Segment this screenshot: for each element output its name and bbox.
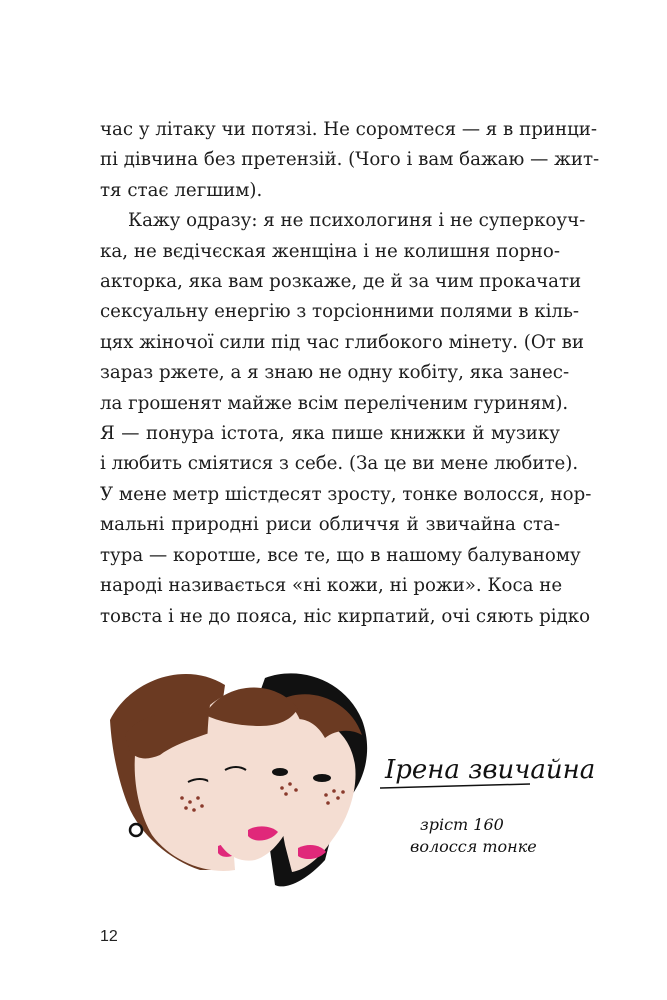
text-line: і любить сміятися з себе. (За це ви мене любите). <box>100 453 579 475</box>
text-line: ка, не вєдічєская женщіна і не колишня порно- <box>100 240 560 262</box>
text-line: У мене метр шістдесят зросту, тонке волосся, нор- <box>100 483 592 505</box>
text-line: сексуальну енергію з торсіонними полями в кіль- <box>100 301 580 323</box>
text-line: тя стає легшим). <box>100 179 263 201</box>
text-line: тура — коротше, все те, що в нашому балуваному <box>100 544 581 566</box>
text-line: цях жіночої сили під час глибокого мінету. (От ви <box>100 331 584 353</box>
text-line: пі дівчина без претензій. (Чого і вам бажаю — жит- <box>100 149 600 171</box>
page-number: 12 <box>100 928 118 945</box>
paragraph-1 <box>100 115 600 206</box>
body-text <box>100 115 600 632</box>
text-line: мальні природні риси обличчя й звичайна ста- <box>100 514 560 536</box>
text-line: зараз ржете, а я знаю не одну кобіту, яка занес- <box>100 362 570 384</box>
text-line: ла грошенят майже всім переліченим гуриням). <box>100 392 569 414</box>
text-line: товста і не до пояса, ніс кирпатий, очі сяють рідко <box>100 605 591 627</box>
three-faces-illustration <box>100 660 380 890</box>
handwritten-caption <box>380 740 596 870</box>
text-line: Я — понура істота, яка пише книжки й музику <box>100 423 560 445</box>
text-line: акторка, яка вам розкаже, де й за чим прокачати <box>100 271 582 293</box>
text-line: Кажу одразу: я не психологиня і не суперкоуч- <box>128 210 586 232</box>
caption-height: зріст 160 <box>420 815 504 834</box>
caption-hair: волосся тонке <box>410 837 537 856</box>
text-line: час у літаку чи потязі. Не соромтеся — я в принци- <box>100 119 598 140</box>
caption-title: Ірена звичайна <box>385 755 596 785</box>
paragraph-2 <box>100 206 592 632</box>
text-line: народі називається «ні кожи, ні рожи». Коса не <box>100 575 563 597</box>
